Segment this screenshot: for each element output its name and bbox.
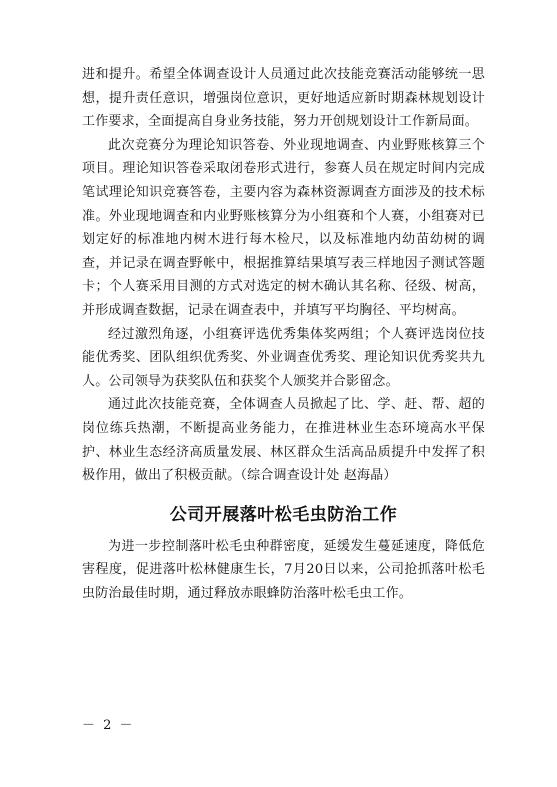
paragraph-pest-control: 为进一步控制落叶松毛虫种群密度，延缓发生蔓延速度，降低危害程度，促进落叶松林健康生长，7月20日以来，公司抢抓落叶松毛虫防治最佳时期，通过释放赤眼蜂防治落叶松毛虫工作。	[82, 538, 485, 601]
page-content	[82, 63, 485, 605]
section-heading: 公司开展落叶松毛虫防治工作	[169, 504, 398, 525]
paragraph-awards: 经过激烈角逐，小组赛评选优秀集体奖两组；个人赛评选岗位技能优秀奖、团队组织优秀奖、外业调查优秀奖、理论知识优秀奖共九人。公司领导为获奖队伍和获奖个人颁奖并合影留念。	[82, 326, 485, 389]
paragraph-competition-items: 此次竞赛分为理论知识答卷、外业现地调查、内业野账核算三个项目。理论知识答卷采取闭卷形式进行，参赛人员在规定时间内完成笔试理论知识竞赛答卷，主要内容为森林资源调查方面涉及的技术标准。外业现地调查和内业野账核算分为小组赛和个人赛，小组赛对已划定好的标准地内树木进行每木检尺，以及标准地内幼苗幼树的调查，并记录在调查野帐中，根据推算结果填写表三样地因子测试答题卡；个人赛采用目测的方式对选定的树木确认其名称、径级、树高，并形成调查数据，记录在调查表中，并填写平均胸径、平均树高。	[82, 137, 485, 318]
page-number: － 2 －	[82, 718, 135, 733]
paragraph-summary: 通过此次技能竞赛，全体调查人员掀起了比、学、赶、帮、超的岗位练兵热潮，不断提高业务能力，在推进林业生态环境高水平保护、林业生态经济高质量发展、林区群众生活高品质提升中发挥了积极作用，做出了积极贡献。（综合调查设计处 赵海晶）	[82, 397, 485, 484]
paragraph-continuation: 进和提升。希望全体调查设计人员通过此次技能竞赛活动能够统一思想，提升责任意识，增强岗位意识，更好地适应新时期森林规划设计工作要求，全面提高自身业务技能，努力开创规划设计工作新局面。	[82, 67, 485, 130]
